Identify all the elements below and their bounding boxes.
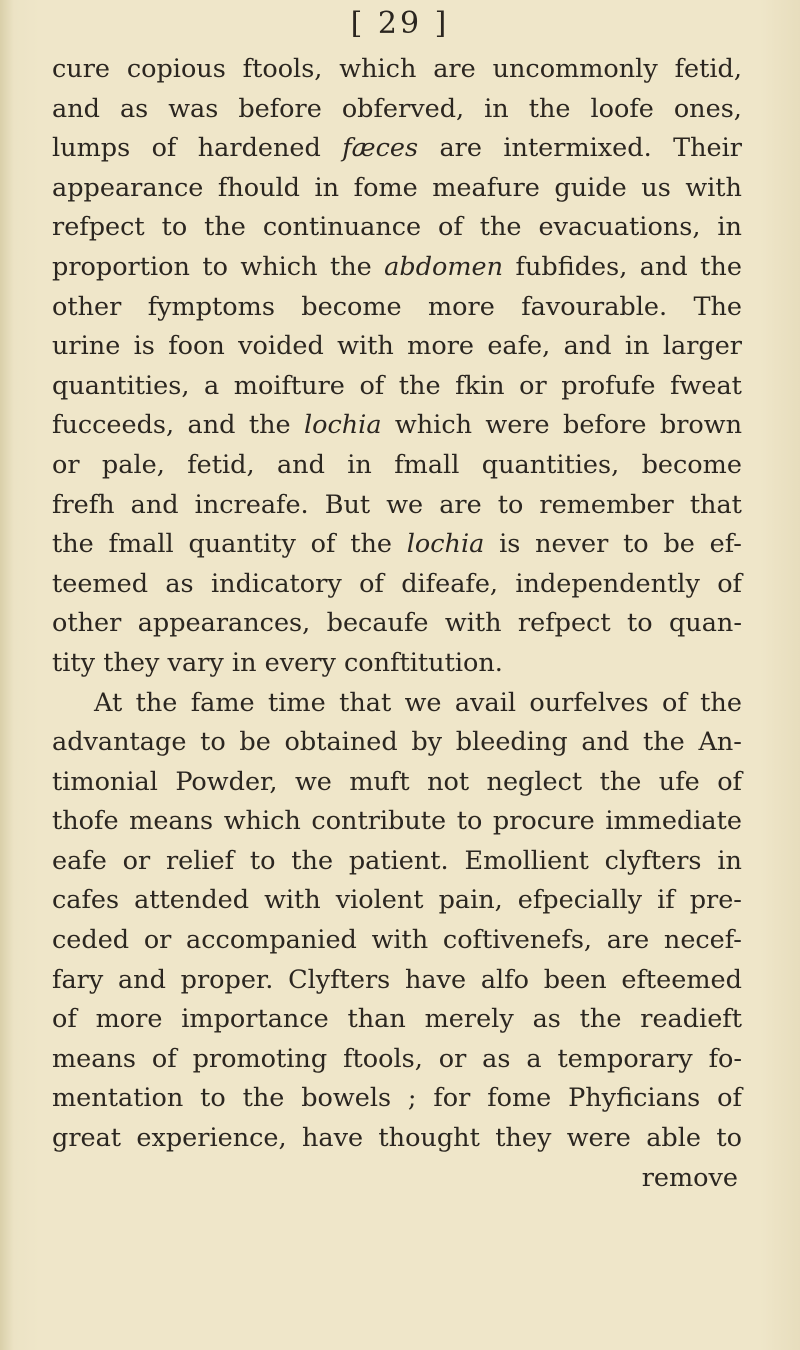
- text-line: [52, 1040, 742, 1080]
- word: obferved,: [341, 93, 465, 124]
- word: fary: [52, 964, 104, 995]
- word: have: [301, 1123, 364, 1154]
- word: ;: [407, 1083, 417, 1114]
- word: thought: [378, 1123, 480, 1154]
- word: timonial: [52, 766, 158, 797]
- word: An-: [698, 727, 742, 758]
- word: obtained: [284, 727, 398, 758]
- word: or: [122, 845, 151, 876]
- word: avail: [454, 687, 517, 718]
- word: are: [433, 54, 476, 84]
- word: every: [264, 647, 336, 678]
- word: ef-: [709, 529, 742, 560]
- word: the: [642, 727, 685, 758]
- word: teemed: [52, 568, 149, 599]
- word: appearances,: [137, 608, 311, 639]
- text-line: [52, 248, 742, 288]
- word: and: [581, 727, 630, 758]
- word: to: [716, 1123, 742, 1154]
- word: ourfelves: [529, 687, 649, 718]
- word: promoting: [192, 1043, 328, 1074]
- word: become: [641, 449, 742, 480]
- word: Powder,: [175, 766, 278, 797]
- word: efteemed: [621, 964, 742, 995]
- word: But: [324, 489, 371, 520]
- text-line: [52, 921, 742, 961]
- word: time: [268, 687, 326, 718]
- word: cafes: [52, 885, 120, 916]
- text-line: [52, 525, 742, 565]
- word: not: [427, 766, 470, 797]
- word: thofe: [52, 806, 119, 837]
- word: a: [204, 370, 220, 401]
- word: coftivenefs,: [442, 925, 593, 956]
- word: fo-: [708, 1043, 742, 1074]
- italic-word: lochia: [303, 410, 382, 441]
- word: be: [239, 727, 271, 758]
- word: indicatory: [210, 568, 342, 599]
- word: before: [238, 93, 322, 124]
- word: refpect: [517, 608, 611, 639]
- word: fubfides,: [515, 251, 628, 282]
- word: and: [639, 251, 688, 282]
- word: and: [130, 489, 179, 520]
- word: fmall: [394, 449, 460, 480]
- word: more: [407, 331, 474, 362]
- word: the: [204, 212, 246, 243]
- word: we: [294, 766, 332, 797]
- word: foon: [168, 331, 225, 362]
- word: are: [439, 133, 482, 164]
- word: Clyfters: [288, 964, 391, 995]
- word: more: [95, 1004, 163, 1035]
- text-line: [52, 565, 742, 605]
- word: as: [532, 1004, 561, 1035]
- word: merely: [424, 1004, 514, 1035]
- word: violent: [335, 885, 424, 916]
- word: patient.: [348, 845, 449, 876]
- word: we: [386, 489, 424, 520]
- text-line: [52, 763, 742, 803]
- word: mentation: [52, 1083, 184, 1114]
- word: moifture: [233, 370, 345, 401]
- text-line: [52, 208, 742, 248]
- word: in: [717, 845, 742, 876]
- word: in: [484, 93, 509, 124]
- word: attended: [134, 885, 250, 916]
- word: accompanied: [186, 925, 357, 956]
- text-line: [52, 604, 742, 644]
- text-line: [52, 1119, 742, 1159]
- word: us: [641, 172, 671, 203]
- text-line: [52, 169, 742, 209]
- word: lumps: [52, 133, 131, 164]
- word: the: [700, 687, 742, 718]
- word: of: [717, 766, 742, 797]
- word: continuance: [262, 212, 422, 243]
- word: with: [685, 172, 742, 203]
- word: with: [444, 608, 502, 639]
- word: a: [526, 1043, 542, 1074]
- word: appearance: [52, 172, 204, 203]
- word: eafe,: [487, 331, 551, 362]
- word: of: [310, 529, 336, 560]
- word: fome: [487, 1083, 552, 1114]
- word: fame: [190, 687, 255, 718]
- word: proportion: [52, 251, 190, 282]
- word: to: [623, 529, 649, 560]
- word: efpecially: [517, 885, 643, 916]
- word: of: [151, 1043, 177, 1074]
- word: or: [52, 449, 80, 480]
- word: to: [200, 1083, 226, 1114]
- word: eafe: [52, 845, 107, 876]
- word: and: [187, 410, 236, 441]
- word: The: [693, 291, 742, 322]
- word: we: [404, 687, 442, 718]
- text-line: [52, 486, 742, 526]
- word: in: [717, 212, 742, 243]
- word: the: [248, 410, 291, 441]
- word: ceded: [52, 925, 130, 956]
- word: and: [276, 449, 325, 480]
- word: cure: [52, 54, 110, 84]
- word: frefh: [52, 489, 115, 520]
- word: which: [240, 251, 318, 282]
- text-line: [52, 961, 742, 1001]
- word: fetid,: [187, 449, 255, 480]
- word: which: [339, 54, 417, 84]
- word: fucceeds,: [52, 410, 175, 441]
- word: loofe: [590, 93, 654, 124]
- word: and: [563, 331, 612, 362]
- word: is: [133, 331, 155, 362]
- text-line: [52, 723, 742, 763]
- word: pre-: [689, 885, 742, 916]
- word: remember: [539, 489, 674, 520]
- word: ftools,: [242, 54, 323, 84]
- word: the: [700, 251, 742, 282]
- text-line: [52, 129, 742, 169]
- word: meafure: [432, 172, 540, 203]
- word: quan-: [668, 608, 742, 639]
- word: that: [689, 489, 742, 520]
- word: becaufe: [326, 608, 429, 639]
- text-line: [52, 842, 742, 882]
- word: procure: [492, 806, 595, 837]
- word: were: [485, 410, 550, 441]
- word: of: [662, 687, 687, 718]
- text-line: [52, 90, 742, 130]
- word: in: [231, 647, 257, 678]
- word: which: [394, 410, 473, 441]
- word: than: [347, 1004, 406, 1035]
- word: guide: [554, 172, 627, 203]
- word: the: [291, 845, 334, 876]
- word: quantity: [188, 529, 296, 560]
- word: the: [329, 251, 372, 282]
- word: they: [495, 1123, 552, 1154]
- word: quantities,: [52, 370, 190, 401]
- word: of: [359, 568, 384, 599]
- word: quantities,: [481, 449, 620, 480]
- word: Phyficians: [568, 1083, 701, 1114]
- word: in: [314, 172, 340, 203]
- word: increafe.: [194, 489, 309, 520]
- body-text: [52, 50, 742, 1198]
- italic-word: abdomen: [384, 251, 504, 282]
- word: and: [117, 964, 166, 995]
- word: means: [129, 806, 214, 837]
- text-line: [52, 1000, 742, 1040]
- word: in: [347, 449, 372, 480]
- word: is: [499, 529, 521, 560]
- word: conftitution.: [344, 647, 503, 678]
- text-line: [52, 446, 742, 486]
- word: the: [579, 1004, 622, 1035]
- word: the: [52, 529, 94, 560]
- word: proper.: [180, 964, 274, 995]
- word: to: [202, 251, 228, 282]
- word: temporary: [557, 1043, 693, 1074]
- word: advantage: [52, 727, 187, 758]
- word: clyfters: [604, 845, 702, 876]
- page-number: [ 29 ]: [350, 6, 450, 41]
- catchword: remove: [641, 1162, 738, 1193]
- word: to: [161, 212, 188, 243]
- word: other: [52, 608, 122, 639]
- word: before: [563, 410, 647, 441]
- word: fhould: [217, 172, 300, 203]
- word: become: [301, 291, 402, 322]
- word: independently: [515, 568, 700, 599]
- word: neglect: [486, 766, 583, 797]
- word: that: [339, 687, 392, 718]
- word: fetid,: [674, 54, 742, 84]
- word: or: [143, 925, 172, 956]
- word: ones,: [673, 93, 742, 124]
- word: been: [543, 964, 607, 995]
- word: more: [427, 291, 495, 322]
- word: which: [223, 806, 301, 837]
- word: urine: [52, 331, 121, 362]
- italic-word: fæces: [342, 133, 419, 164]
- word: the: [350, 529, 392, 560]
- word: alfo: [480, 964, 529, 995]
- word: with: [337, 331, 394, 362]
- word: fome: [353, 172, 418, 203]
- word: vary: [167, 647, 224, 678]
- word: intermixed.: [503, 133, 652, 164]
- word: the: [242, 1083, 285, 1114]
- word: in: [624, 331, 650, 362]
- word: of: [717, 568, 742, 599]
- word: At: [94, 687, 123, 718]
- word: evacuations,: [538, 212, 701, 243]
- word: pain,: [438, 885, 503, 916]
- word: means: [52, 1043, 136, 1074]
- word: of: [438, 212, 463, 243]
- word: tity: [52, 647, 96, 678]
- word: the: [599, 766, 642, 797]
- word: with: [264, 885, 321, 916]
- word: fmall: [108, 529, 174, 560]
- word: copious: [126, 54, 226, 84]
- word: if: [657, 885, 675, 916]
- text-line: [52, 644, 742, 684]
- word: great: [52, 1123, 122, 1154]
- word: to: [249, 845, 276, 876]
- word: refpect: [52, 212, 145, 243]
- word: and: [52, 93, 100, 124]
- word: brown: [659, 410, 742, 441]
- text-line: [52, 367, 742, 407]
- word: of: [359, 370, 385, 401]
- word: voided: [238, 331, 324, 362]
- word: Their: [673, 133, 742, 164]
- text-line: [52, 684, 742, 724]
- word: was: [168, 93, 219, 124]
- word: Emollient: [464, 845, 589, 876]
- word: larger: [662, 331, 742, 362]
- word: are: [439, 489, 482, 520]
- word: the: [479, 212, 522, 243]
- word: other: [52, 291, 122, 322]
- word: favourable.: [521, 291, 668, 322]
- word: uncommonly: [492, 54, 658, 84]
- word: are: [606, 925, 650, 956]
- word: as: [119, 93, 149, 124]
- word: importance: [181, 1004, 329, 1035]
- word: to: [497, 489, 524, 520]
- word: bleeding: [455, 727, 568, 758]
- word: fweat: [670, 370, 742, 401]
- word: fkin: [455, 370, 505, 401]
- word: have: [404, 964, 467, 995]
- text-line: [52, 406, 742, 446]
- word: ufe: [658, 766, 700, 797]
- word: experience,: [136, 1123, 287, 1154]
- word: never: [535, 529, 609, 560]
- word: ftools,: [343, 1043, 423, 1074]
- word: the: [528, 93, 571, 124]
- word: fymptoms: [147, 291, 275, 322]
- word: by: [411, 727, 443, 758]
- word: bowels: [301, 1083, 392, 1114]
- word: or: [438, 1043, 467, 1074]
- word: contribute: [311, 806, 447, 837]
- word: they: [103, 647, 160, 678]
- word: hardened: [197, 133, 321, 164]
- word: difeafe,: [401, 568, 499, 599]
- word: be: [663, 529, 695, 560]
- word: were: [566, 1123, 631, 1154]
- word: the: [135, 687, 178, 718]
- word: with: [371, 925, 429, 956]
- word: able: [646, 1123, 701, 1154]
- word: as: [165, 568, 194, 599]
- word: of: [717, 1083, 742, 1114]
- word: of: [151, 133, 177, 164]
- word: profufe: [561, 370, 656, 401]
- word: to: [456, 806, 483, 837]
- word: or: [519, 370, 547, 401]
- word: as: [482, 1043, 511, 1074]
- word: immediate: [605, 806, 742, 837]
- text-line: [52, 327, 742, 367]
- word: pale,: [101, 449, 165, 480]
- word: necef-: [663, 925, 742, 956]
- word: to: [626, 608, 653, 639]
- word: to: [200, 727, 226, 758]
- text-line: [52, 802, 742, 842]
- text-line: [52, 1079, 742, 1119]
- text-line: [52, 288, 742, 328]
- word: readieft: [640, 1004, 742, 1035]
- word: the: [398, 370, 441, 401]
- text-line: [52, 50, 742, 90]
- word: of: [52, 1004, 77, 1035]
- word: for: [433, 1083, 471, 1114]
- text-line: [52, 881, 742, 921]
- word: relief: [165, 845, 235, 876]
- word: muft: [349, 766, 410, 797]
- italic-word: lochia: [406, 529, 485, 560]
